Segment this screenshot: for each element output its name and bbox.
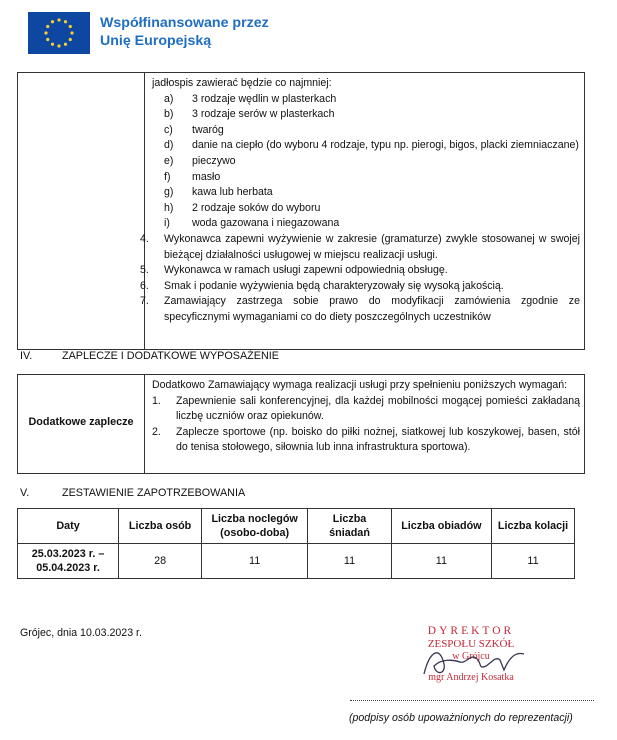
list-item-text: pieczywo	[192, 154, 236, 167]
requirements-list	[140, 232, 580, 326]
column-header: Liczba noclegów (osobo-doba)	[202, 509, 308, 544]
list-item-text: Zapewnienie sali konferencyjnej, dla każdej mobilności mogącej pomieści zakładaną liczbę uczniów oraz opiekunów.	[176, 394, 580, 423]
cofinanced-line-1: Współfinansowane przez	[100, 15, 269, 31]
signature-line	[350, 700, 594, 701]
list-marker: i)	[164, 217, 170, 230]
star-icon	[46, 25, 49, 28]
stamp-town: w Grójcu	[452, 651, 490, 662]
list-marker: g)	[164, 186, 174, 199]
section-title: ZAPLECZE I DODATKOWE WYPOSAŻENIE	[62, 350, 279, 362]
section-number: V.	[20, 487, 30, 499]
list-item-text: 2 rodzaje soków do wyboru	[192, 201, 321, 214]
list-item-text: danie na ciepło (do wyboru 4 rodzaje, typu np. pierogi, bigos, placki ziemniaczane)	[192, 139, 579, 152]
list-item	[152, 138, 580, 154]
list-item-text: Smak i podanie wyżywienia będą charakteryzowały się wysoką jakością.	[164, 279, 504, 292]
list-item	[152, 216, 580, 232]
additional-facilities-content	[152, 378, 580, 456]
list-marker: 7.	[140, 295, 149, 308]
list-marker: f)	[164, 170, 171, 183]
list-item-text: woda gazowana i niegazowana	[192, 217, 340, 230]
list-item	[140, 294, 580, 325]
specification-table	[17, 72, 585, 350]
list-marker: 5.	[140, 264, 149, 277]
stamp-title: DYREKTOR	[427, 625, 515, 637]
table-cell: 11	[391, 544, 491, 579]
section-iv-heading	[20, 349, 279, 365]
menu-item-list	[152, 92, 580, 232]
table-column-divider	[144, 375, 145, 473]
list-item-text: kawa lub herbata	[192, 186, 273, 199]
column-header: Liczba śniadań	[308, 509, 392, 544]
list-marker: 4.	[140, 232, 149, 245]
list-item-text: Zamawiający zastrzega sobie prawo do modyfikacji zamówienia zgodnie ze specyficznymi wymaganiami co do diety poszczególnych uczestników	[164, 295, 580, 323]
list-item	[140, 279, 580, 295]
list-marker: a)	[164, 92, 174, 105]
star-icon	[70, 31, 73, 34]
cofinanced-line-2: Unię Europejską	[100, 33, 212, 49]
list-item-text: 3 rodzaje serów w plasterkach	[192, 108, 335, 121]
facilities-intro: Dodatkowo Zamawiający wymaga realizacji usługi przy spełnieniu poniższych wymagań:	[152, 379, 568, 391]
list-item-text: masło	[192, 170, 221, 183]
star-icon	[57, 44, 60, 47]
list-item-text: Wykonawca zapewni wyżywienie w zakresie (gramaturze) zwykle stosowanej w swojej bieżącej działalności usługowej w miejscu realizacji usługi.	[164, 232, 580, 261]
row-label: Dodatkowe zaplecze	[28, 416, 134, 428]
list-marker: b)	[164, 108, 174, 121]
signature-caption: (podpisy osób upoważnionych do reprezentacji)	[349, 712, 573, 724]
list-item-text: Zaplecze sportowe (np. boisko do piłki nożnej, siatkowej lub koszykowej, basen, stół do tenisa stołowego, siłownia lub inna infrastruktura sportowa).	[176, 425, 580, 454]
stamp-director-name: mgr Andrzej Kosatka	[428, 672, 514, 683]
column-header: Liczba kolacji	[492, 509, 575, 544]
list-item	[140, 232, 580, 263]
column-header: Liczba obiadów	[391, 509, 491, 544]
star-icon	[57, 18, 60, 21]
list-marker: d)	[164, 139, 174, 152]
additional-facilities-table	[17, 374, 585, 474]
table-cell: 11	[308, 544, 392, 579]
date-range-cell: 25.03.2023 r. – 05.04.2023 r.	[18, 544, 119, 579]
star-icon	[64, 20, 67, 23]
place-and-date: Grójec, dnia 10.03.2023 r.	[20, 627, 142, 639]
stamp-school-name: ZESPOŁU SZKÓŁ	[427, 638, 515, 650]
column-header: Liczba osób	[119, 509, 202, 544]
table-cell: 11	[492, 544, 575, 579]
list-item	[140, 263, 580, 279]
star-icon	[51, 20, 54, 23]
list-item	[152, 170, 580, 186]
column-header: Daty	[18, 509, 119, 544]
star-icon	[69, 25, 72, 28]
star-icon	[64, 43, 67, 46]
star-icon	[44, 31, 47, 34]
star-icon	[51, 43, 54, 46]
list-item-text: Wykonawca w ramach usługi zapewni odpowiednią obsługę.	[164, 264, 448, 277]
eu-flag-logo	[28, 12, 90, 54]
list-marker: h)	[164, 201, 174, 214]
specification-content	[140, 76, 580, 326]
director-stamp	[400, 622, 542, 692]
table-cell: 11	[202, 544, 308, 579]
list-item	[152, 394, 580, 425]
section-v-heading	[20, 486, 245, 502]
demand-summary-table	[17, 508, 575, 579]
eu-stars-icon	[28, 12, 90, 54]
list-marker: 1.	[152, 394, 161, 407]
table-row	[18, 544, 575, 579]
facilities-list	[152, 394, 580, 456]
list-item	[152, 425, 580, 456]
table-header-row	[18, 509, 575, 544]
table-cell: 28	[119, 544, 202, 579]
list-item	[152, 201, 580, 217]
list-item-text: 3 rodzaje wędlin w plasterkach	[192, 92, 337, 105]
star-icon	[69, 38, 72, 41]
list-marker: c)	[164, 123, 173, 136]
list-item	[152, 107, 580, 123]
handwritten-signature	[420, 644, 530, 680]
list-item	[152, 123, 580, 139]
star-icon	[46, 38, 49, 41]
list-marker: 2.	[152, 425, 161, 438]
list-item	[152, 154, 580, 170]
section-number: IV.	[20, 350, 33, 362]
list-item-text: twaróg	[192, 123, 224, 136]
list-marker: 6.	[140, 279, 149, 292]
section-title: ZESTAWIENIE ZAPOTRZEBOWANIA	[62, 487, 246, 499]
menu-intro: jadłospis zawierać będzie co najmniej:	[152, 77, 332, 89]
list-item	[152, 92, 580, 108]
list-item	[152, 185, 580, 201]
list-marker: e)	[164, 154, 174, 167]
